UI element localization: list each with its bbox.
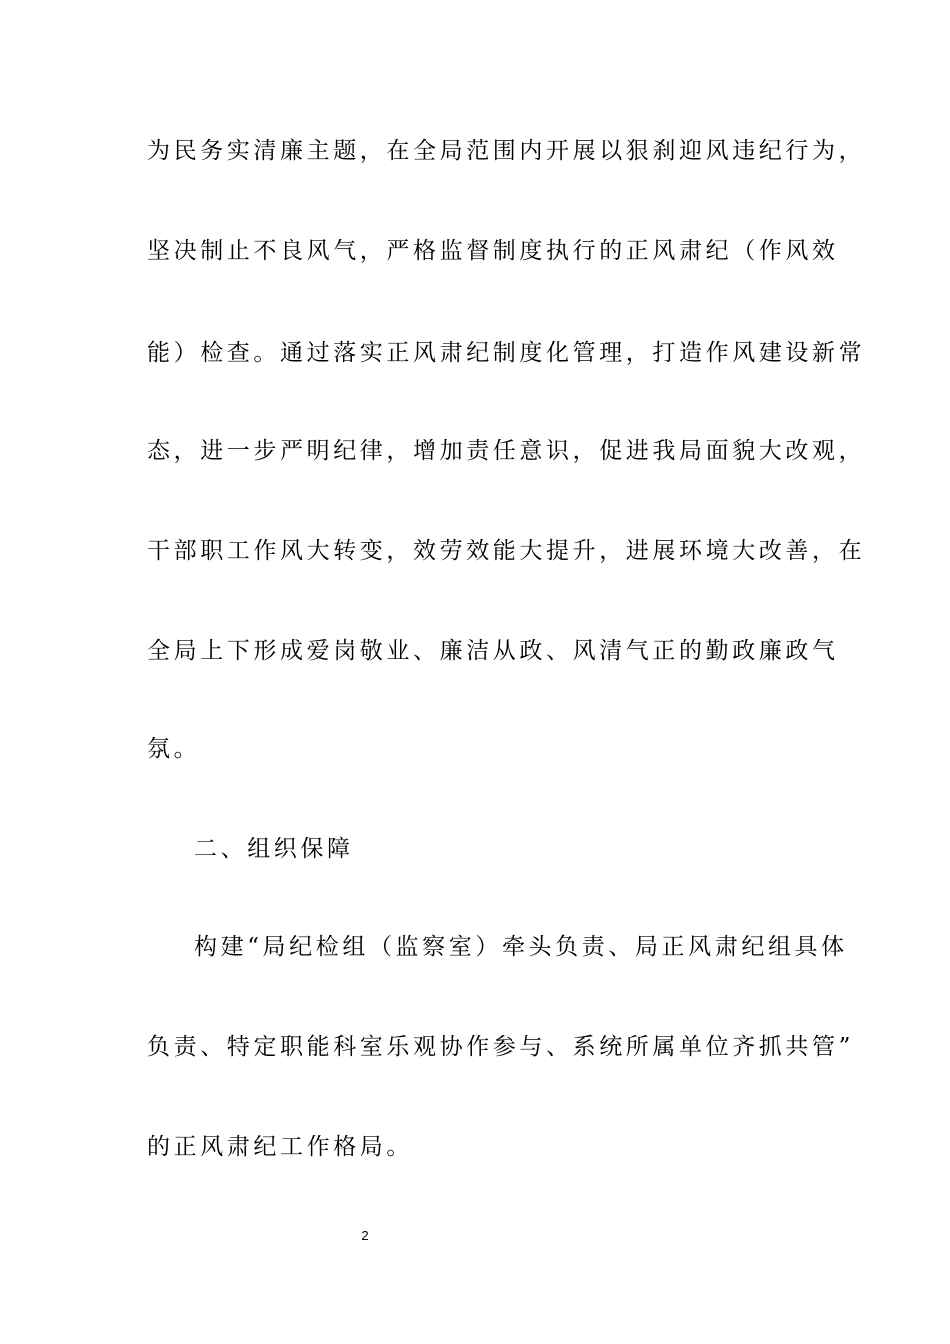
paragraph-line: 坚决制止不良风气，严格监督制度执行的正风肃纪（作风效 [147, 238, 839, 264]
paragraph-line: 的正风肃纪工作格局。 [147, 1134, 413, 1160]
paragraph-line: 干部职工作风大转变，效劳效能大提升，进展环境大改善，在 [147, 538, 866, 564]
paragraph-line: 构建“局纪检组（监察室）牵头负责、局正风肃纪组具体 [194, 934, 848, 960]
paragraph-line: 负责、特定职能科室乐观协作参与、系统所属单位齐抓共管” [147, 1034, 854, 1060]
paragraph-line: 氛。 [147, 736, 201, 762]
page-number: 2 [361, 1228, 369, 1243]
paragraph-line: 为民务实清廉主题，在全局范围内开展以狠刹迎风违纪行为， [147, 138, 866, 164]
section-heading: 二、组织保障 [194, 836, 354, 862]
paragraph-line: 全局上下形成爱岗敬业、廉洁从政、风清气正的勤政廉政气 [147, 638, 839, 664]
paragraph-line: 态，进一步严明纪律，增加责任意识，促进我局面貌大改观， [147, 438, 866, 464]
paragraph-line: 能）检查。通过落实正风肃纪制度化管理，打造作风建设新常 [147, 340, 866, 366]
